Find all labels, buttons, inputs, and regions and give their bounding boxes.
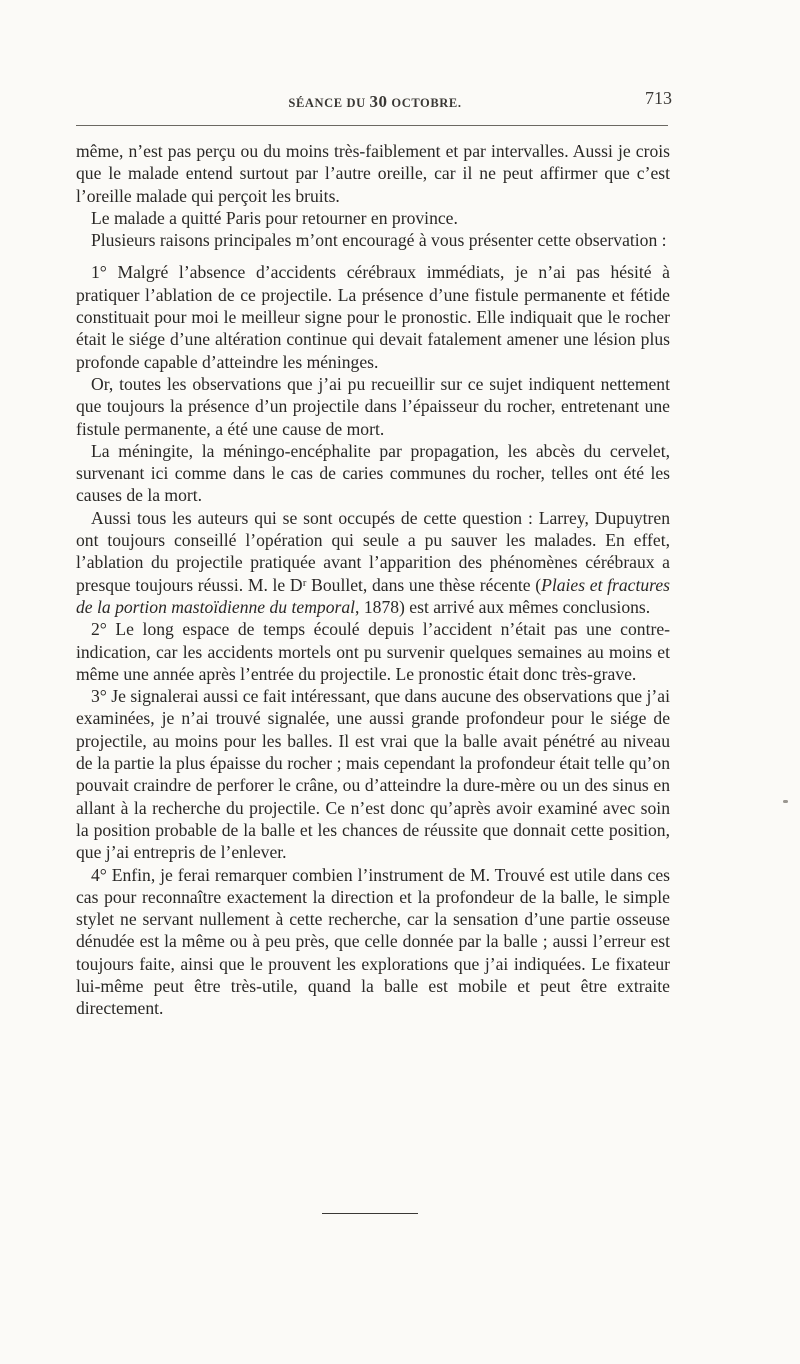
running-title-prefix: SÉANCE DU [288, 96, 370, 110]
authors-text: Aussi tous les auteurs qui se sont occupés de cette question : Larrey, Dupuytren ont toujours conseillé l’opération qui seule a pu sauver les malades. En effet, l’ablation du projectile pratiquée avant l’apparition des phénomènes cérébraux a presque toujours réussi. M. le Dʳ Boullet, dans une thèse récente ( [76, 507, 670, 595]
running-title-suffix: OCTOBRE. [387, 96, 462, 110]
page-number: 713 [645, 88, 672, 108]
paragraph-meningitis: La méningite, la méningo-encéphalite par propagation, les abcès du cervelet, survenant ici comme dans le cas de caries communes du rocher, telles ont été les causes de la mort. [76, 440, 670, 506]
paragraph-observations: Or, toutes les observations que j’ai pu recueillir sur ce sujet indiquent nettement que toujours la présence d’un projectile dans l’épaisseur du rocher, entretenant une fistule permanente, a été une cause de mort. [76, 373, 670, 439]
header-rule [76, 125, 668, 126]
section-end-rule [322, 1213, 418, 1214]
paragraph-continuation: même, n’est pas perçu ou du moins très-faiblement et par intervalles. Aussi je crois que le malade entend surtout par l’autre oreille, car il ne peut affirmer que c’est l’oreille malade qui perçoit les bruits. [76, 141, 670, 206]
running-head [74, 88, 676, 112]
paragraph-point-4: 4° Enfin, je ferai remarquer combien l’instrument de M. Trouvé est utile dans ces cas pour reconnaître exactement la direction et la profondeur de la balle, le simple stylet ne servant nullement à cette recherche, car la sensation d’une partie osseuse dénudée est la même ou à peu près, que celle donnée par la balle ; aussi l’erreur est toujours faite, ainsi que le prouvent les explorations que j’ai indiquées. Le fixateur lui-même peut être très-utile, quand la balle est mobile et peut être extraite directement. [76, 864, 670, 1019]
paragraph-authors [76, 507, 670, 618]
paper-speck [783, 800, 788, 803]
paragraph-point-2: 2° Le long espace de temps écoulé depuis l’accident n’était pas une contre-indication, car les accidents mortels ont pu survenir quelques semaines au moins et même une année après l’entrée du projectile. Le pronostic était donc très-grave. [76, 619, 670, 684]
thesis-title: Plaies et fractures de la portion mastoïdienne du temporal [76, 574, 670, 617]
paragraph-point-3: 3° Je signalerai aussi ce fait intéressant, que dans aucune des observations que j’ai examinées, je n’ai trouvé signalée, une aussi grande profondeur pour le siége de projectile, au moins pour les balles. Il est vrai que la balle avait pénétré au niveau de la partie la plus épaisse du rocher ; mais cependant la profondeur était telle qu’on pouvait craindre de perforer le crâne, ou d’atteindre la dure-mère ou un des sinus en allant à la recherche du projectile. Ce n’est donc qu’après avoir examiné avec soin la position probable de la balle et les chances de réussite que donnait cette position, que j’ai entrepris de l’enlever. [76, 686, 670, 863]
running-title [74, 92, 676, 112]
paragraph-reasons-intro: Plusieurs raisons principales m’ont encouragé à vous présenter cette observation : [91, 230, 667, 251]
body-text [76, 140, 670, 1020]
paragraph-patient-left: Le malade a quitté Paris pour retourner en province. [91, 207, 458, 228]
thesis-suffix: , 1878) est arrivé aux mêmes conclusions. [355, 596, 651, 617]
running-title-date: 30 [369, 92, 388, 111]
paragraph-point-1: 1° Malgré l’absence d’accidents cérébraux immédiats, je n’ai pas hésité à pratiquer l’ablation de ce projectile. La présence d’une fistule permanente et fétide constituait pour moi le meilleur signe pour le pronostic. Elle indiquait que le rocher était le siége d’une altération continue qui devait fatalement amener une lésion plus profonde capable d’atteindre les méninges. [76, 262, 670, 372]
